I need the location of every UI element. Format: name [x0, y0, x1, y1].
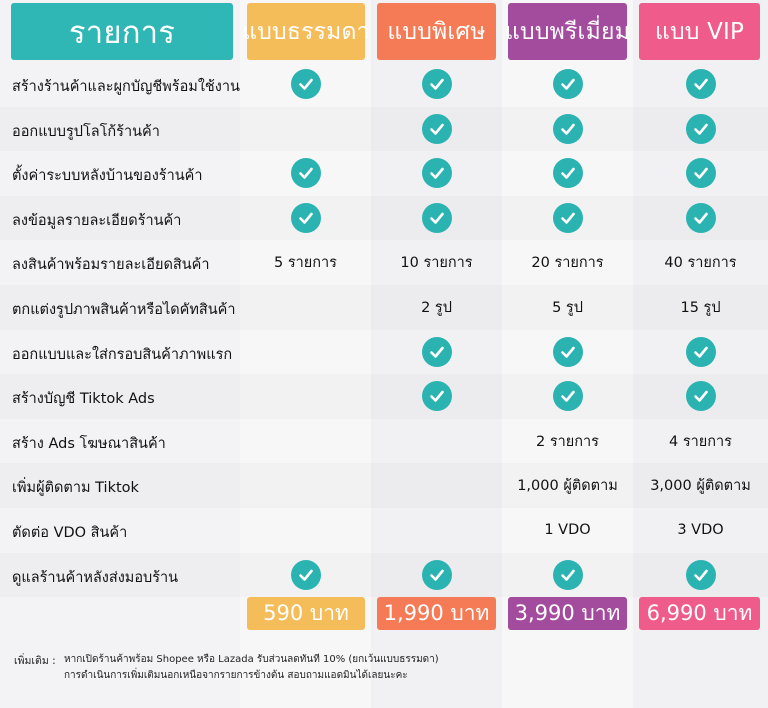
feature-cell [633, 285, 768, 330]
feature-cell [502, 196, 633, 241]
check-icon [291, 69, 321, 99]
check-icon [422, 337, 452, 367]
feature-cell [633, 419, 768, 464]
feature-value: 20 รายการ [531, 255, 604, 272]
check-icon [686, 158, 716, 188]
check-icon [553, 69, 583, 99]
feature-cell [371, 240, 502, 285]
feature-label: ออกแบบรูปโลโก้ร้านค้า [12, 123, 160, 140]
feature-cell [371, 419, 502, 464]
feature-value: 1,000 ผู้ติดตาม [517, 478, 618, 495]
price-basic [247, 597, 365, 630]
feature-cell [502, 374, 633, 419]
feature-cell [371, 196, 502, 241]
note-line-2: การดำเนินการเพิ่มเติมนอกเหนือจากรายการข้างต้น สอบถามแอดมินได้เลยนะคะ [64, 670, 408, 681]
feature-value: 15 รูป [680, 299, 721, 316]
feature-cell [240, 419, 371, 464]
feature-label: สร้าง Ads โฆษณาสินค้า [12, 435, 166, 452]
check-icon [422, 114, 452, 144]
feature-cell [371, 463, 502, 508]
plan-name: แบบพิเศษ [387, 18, 486, 45]
feature-cell [371, 508, 502, 553]
plan-header-premium [505, 3, 630, 60]
plan-name: แบบพรีเมี่ยม [505, 18, 630, 45]
feature-cell [240, 196, 371, 241]
feature-label: สร้างร้านค้าและผูกบัญชีพร้อมใช้งาน [12, 79, 240, 95]
feature-cell [502, 419, 633, 464]
feature-cell [633, 508, 768, 553]
check-icon [686, 381, 716, 411]
feature-cell [633, 553, 768, 598]
feature-label: สร้างบัญชี Tiktok Ads [12, 391, 155, 408]
feature-value: 40 รายการ [664, 255, 737, 272]
note-prefix: เพิ่มเติม : [14, 655, 56, 667]
feature-cell [371, 62, 502, 107]
feature-cell [502, 285, 633, 330]
feature-cell [240, 151, 371, 196]
feature-value: 10 รายการ [400, 255, 473, 272]
check-icon [422, 560, 452, 590]
feature-value: 2 รายการ [536, 433, 599, 450]
feature-cell [371, 285, 502, 330]
check-icon [686, 337, 716, 367]
check-icon [686, 560, 716, 590]
check-icon [553, 203, 583, 233]
feature-value: 3,000 ผู้ติดตาม [650, 478, 751, 495]
check-icon [422, 69, 452, 99]
feature-cell [371, 553, 502, 598]
check-icon [553, 114, 583, 144]
feature-cell [240, 374, 371, 419]
plan-header-special [377, 3, 496, 60]
feature-value: 3 VDO [677, 522, 724, 539]
check-icon [686, 114, 716, 144]
feature-label: ดูแลร้านค้าหลังส่งมอบร้าน [12, 569, 179, 586]
feature-value: 5 รูป [552, 299, 583, 316]
plan-header-vip [639, 3, 760, 60]
feature-cell [502, 240, 633, 285]
feature-value: 2 รูป [421, 299, 452, 316]
check-icon [553, 381, 583, 411]
feature-label: ออกแบบและใส่กรอบสินค้าภาพแรก [12, 346, 233, 363]
check-icon [291, 203, 321, 233]
feature-cell [502, 553, 633, 598]
feature-cell [240, 508, 371, 553]
header-title [11, 3, 233, 60]
feature-cell [633, 151, 768, 196]
feature-cell [371, 330, 502, 375]
header-title-text: รายการ [68, 14, 176, 51]
price-special [377, 597, 496, 630]
plan-name: แบบธรรมดา [242, 18, 370, 45]
feature-cell [240, 107, 371, 152]
feature-cell [502, 330, 633, 375]
feature-cell [502, 151, 633, 196]
feature-cell [240, 553, 371, 598]
check-icon [422, 203, 452, 233]
feature-cell [371, 107, 502, 152]
feature-label: ตัดต่อ VDO สินค้า [12, 525, 128, 541]
feature-label: ลงสินค้าพร้อมรายละเอียดสินค้า [12, 257, 210, 274]
feature-cell [502, 508, 633, 553]
feature-cell [633, 330, 768, 375]
plan-name: แบบ VIP [654, 18, 745, 45]
feature-label: ตั้งค่าระบบหลังบ้านของร้านค้า [12, 168, 203, 185]
feature-cell [502, 107, 633, 152]
feature-value: 5 รายการ [274, 255, 337, 272]
feature-cell [633, 240, 768, 285]
check-icon [422, 158, 452, 188]
check-icon [686, 69, 716, 99]
check-icon [553, 158, 583, 188]
check-icon [291, 158, 321, 188]
check-icon [686, 203, 716, 233]
feature-label: ลงข้อมูลรายละเอียดร้านค้า [12, 212, 182, 229]
feature-cell [371, 374, 502, 419]
feature-value: 4 รายการ [669, 433, 732, 450]
feature-cell [240, 463, 371, 508]
feature-label: ตกแต่งรูปภาพสินค้าหรือไดคัทสินค้า [12, 302, 236, 318]
feature-cell [502, 463, 633, 508]
note-line-1: หากเปิดร้านค้าพร้อม Shopee หรือ Lazada รับส่วนลดทันที 10% (ยกเว้นแบบธรรมดา) [64, 654, 439, 665]
feature-label: เพิ่มผู้ติดตาม Tiktok [12, 480, 139, 497]
feature-cell [633, 196, 768, 241]
price-premium [508, 597, 627, 630]
price-text: 3,990 บาท [514, 601, 621, 625]
feature-cell [633, 374, 768, 419]
feature-cell [502, 62, 633, 107]
feature-cell [240, 240, 371, 285]
plan-header-basic [242, 3, 370, 60]
price-text: 6,990 บาท [646, 601, 753, 625]
feature-cell [240, 62, 371, 107]
price-text: 1,990 บาท [383, 601, 490, 625]
price-vip [639, 597, 760, 630]
feature-cell [633, 463, 768, 508]
check-icon [422, 381, 452, 411]
check-icon [553, 560, 583, 590]
feature-cell [240, 330, 371, 375]
feature-value: 1 VDO [544, 522, 591, 539]
feature-cell [371, 151, 502, 196]
feature-cell [240, 285, 371, 330]
check-icon [291, 560, 321, 590]
check-icon [553, 337, 583, 367]
feature-cell [633, 107, 768, 152]
price-text: 590 บาท [263, 601, 349, 625]
feature-cell [633, 62, 768, 107]
